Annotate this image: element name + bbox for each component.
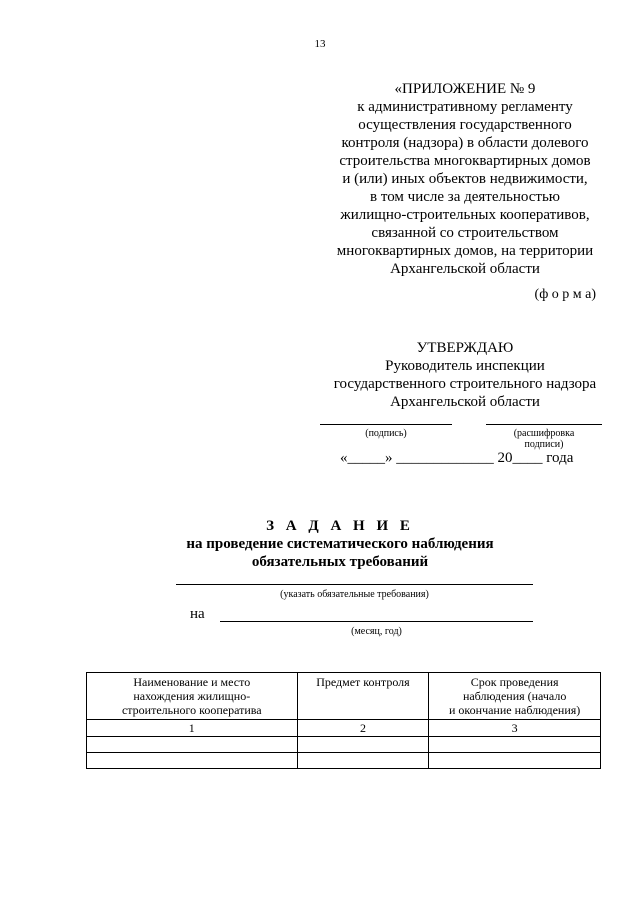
appendix-line: Архангельской области xyxy=(390,261,540,277)
appendix-line: многоквартирных домов, на территории xyxy=(336,243,594,259)
appendix-line: контроля (надзора) в области долевого xyxy=(341,135,589,151)
header-text: Срок проведения xyxy=(470,675,559,689)
header-text: наблюдения (начало xyxy=(462,689,567,703)
appendix-line: жилищно-строительных кооперативов, xyxy=(340,207,590,223)
appendix-line: связанной со строительством xyxy=(371,225,559,241)
header-text: Предмет контроля xyxy=(316,675,410,689)
month-line[interactable] xyxy=(220,621,533,622)
page-number: 13 xyxy=(314,38,326,50)
table-number-row xyxy=(87,720,601,737)
table-cell[interactable] xyxy=(87,753,298,769)
appendix-line: строительства многоквартирных домов xyxy=(339,153,591,169)
header-cell-subject xyxy=(297,673,429,720)
header-text: и окончание наблюдения) xyxy=(449,703,581,717)
table-cell[interactable] xyxy=(429,737,601,753)
table-header-row xyxy=(87,673,601,720)
approval-line: государственного строительного надзора xyxy=(333,376,597,392)
signature-line[interactable] xyxy=(320,424,452,425)
appendix-line: осуществления государственного xyxy=(358,117,572,133)
appendix-line: в том числе за деятельностью xyxy=(370,189,560,205)
table-row xyxy=(87,737,601,753)
table-cell[interactable] xyxy=(429,753,601,769)
requirements-line[interactable] xyxy=(176,584,533,585)
appendix-header xyxy=(300,80,630,278)
task-subtitle: на проведение систематического наблюдения xyxy=(186,536,494,552)
decoding-caption-line: подписи) xyxy=(524,439,564,450)
appendix-line: «ПРИЛОЖЕНИЕ № 9 xyxy=(394,81,536,97)
decoding-caption xyxy=(486,428,602,450)
requirements-caption: (указать обязательные требования) xyxy=(280,589,429,600)
header-text: строительного кооператива xyxy=(121,703,262,717)
column-number: 1 xyxy=(87,720,298,737)
task-title: З А Д А Н И Е xyxy=(266,518,414,534)
form-label: (ф о р м а) xyxy=(534,287,596,302)
header-cell-period xyxy=(429,673,601,720)
approval-block xyxy=(300,339,630,411)
header-cell-name xyxy=(87,673,298,720)
month-caption: (месяц, год) xyxy=(351,626,402,637)
decoding-caption-line: (расшифровка xyxy=(513,428,575,439)
approval-line: Руководитель инспекции xyxy=(385,358,545,374)
task-subtitle: обязательных требований xyxy=(251,554,429,570)
appendix-line: к административному регламенту xyxy=(357,99,573,115)
table-cell[interactable] xyxy=(297,737,429,753)
task-title-block xyxy=(0,517,640,571)
table-cell[interactable] xyxy=(87,737,298,753)
approval-line: Архангельской области xyxy=(390,394,540,410)
appendix-line: и (или) иных объектов недвижимости, xyxy=(342,171,588,187)
table-cell[interactable] xyxy=(297,753,429,769)
on-label: на xyxy=(190,606,205,622)
table-row xyxy=(87,753,601,769)
signature-caption: (подпись) xyxy=(365,428,407,439)
header-text: Наименование и место xyxy=(133,675,251,689)
observation-table xyxy=(86,672,601,769)
column-number: 3 xyxy=(429,720,601,737)
approval-heading: УТВЕРЖДАЮ xyxy=(416,340,514,356)
header-text: нахождения жилищно- xyxy=(133,689,251,703)
approval-date[interactable]: «_____» _____________ 20____ года xyxy=(340,450,574,466)
decoding-line[interactable] xyxy=(486,424,602,425)
column-number: 2 xyxy=(297,720,429,737)
